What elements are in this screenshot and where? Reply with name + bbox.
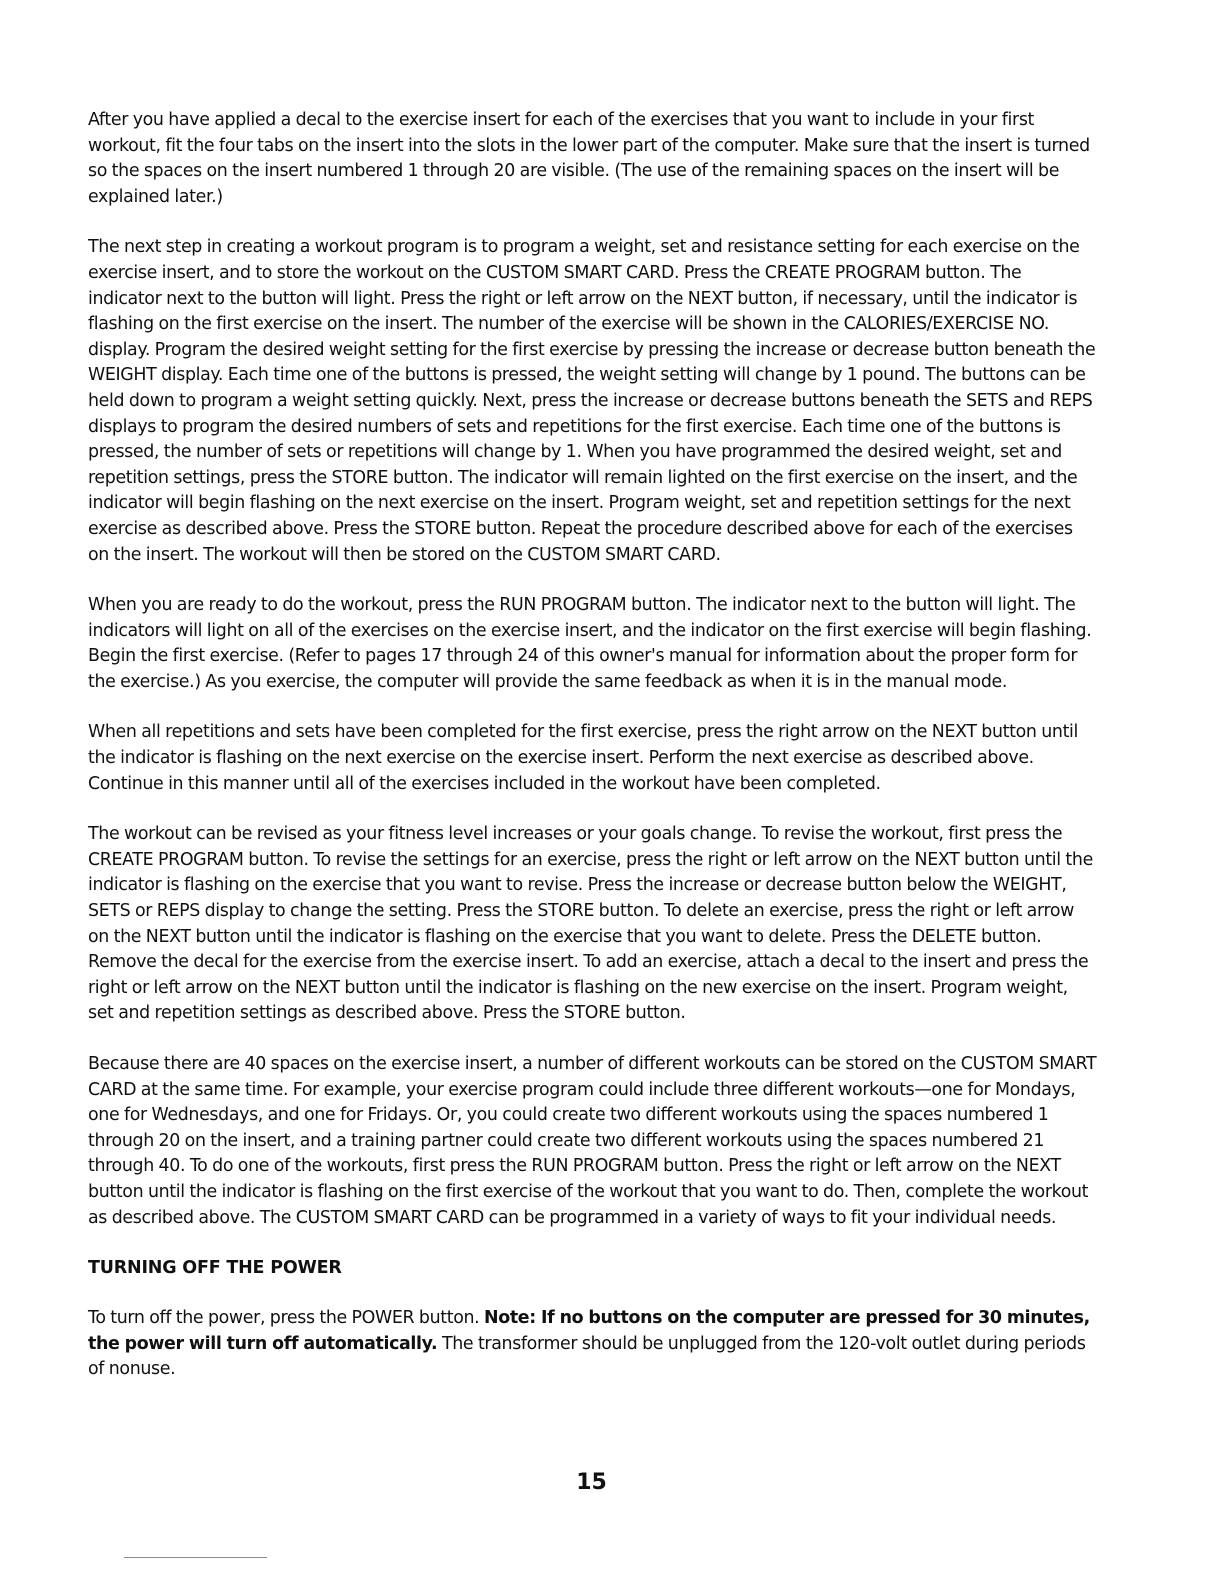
section-heading-turning-off-power: TURNING OFF THE POWER bbox=[88, 1258, 342, 1279]
manual-page bbox=[88, 108, 1098, 1408]
paragraph-revise-workout: The workout can be revised as your fitness level increases or your goals change. To revise the workout, first press the CREATE PROGRAM button. To revise the settings for an exercise, press the right or left arrow on the NEXT button until the indicator is flashing on the exercise that you want to revise. Press the increase or decrease button below the WEIGHT, SETS or REPS display to change the setting. Press the STORE button. To delete an exercise, press the right or left arrow on the NEXT button until the indicator is flashing on the exercise that you want to delete. Press the DELETE button. Remove the decal for the exercise from the exercise insert. To add an exercise, attach a decal to the insert and press the right or left arrow on the NEXT button until the indicator is flashing on the new exercise on the insert. Program weight, set and repetition settings as described above. Press the STORE button. bbox=[88, 824, 1093, 1024]
paragraph-next-exercise: When all repetitions and sets have been completed for the first exercise, press the right arrow on the NEXT button until the indicator is flashing on the next exercise on the exercise insert. Perform the next exercise as described above. Continue in this manner until all of the exercises included in the workout have been completed. bbox=[88, 722, 1079, 794]
scan-underline-mark bbox=[124, 1557, 267, 1558]
page-number: 15 bbox=[576, 1470, 607, 1495]
power-tail-text: The transformer should be unplugged from the 120-volt outlet during periods of nonuse. bbox=[88, 1333, 1086, 1380]
power-note-text: Note: If no buttons on the computer are pressed for 30 minutes, the power will turn off automatically. bbox=[88, 1308, 1090, 1354]
paragraph-turn-off-power bbox=[88, 1306, 1098, 1383]
paragraph-apply-decal: After you have applied a decal to the exercise insert for each of the exercises that you want to include in your first workout, fit the four tabs on the insert into the slots in the lower part of the computer. Make sure that the insert is turned so the spaces on the insert numbered 1 through 20 are visible. (The use of the remaining spaces on the insert will be explained later.) bbox=[88, 110, 1090, 207]
paragraph-multiple-workouts: Because there are 40 spaces on the exercise insert, a number of different workouts can be stored on the CUSTOM SMART CARD at the same time. For example, your exercise program could include three different workouts—one for Mondays, one for Wednesdays, and one for Fridays. Or, you could create two different workouts using the spaces numbered 1 through 20 on the insert, and a training partner could create two different workouts using the spaces numbered 21 through 40. To do one of the workouts, first press the RUN PROGRAM button. Press the right or left arrow on the NEXT button until the indicator is flashing on the first exercise of the workout that you want to do. Then, complete the workout as described above. The CUSTOM SMART CARD can be programmed in a variety of ways to fit your individual needs. bbox=[88, 1054, 1097, 1228]
paragraph-run-program: When you are ready to do the workout, press the RUN PROGRAM button. The indicator next to the button will light. The indicators will light on all of the exercises on the exercise insert, and the indicator on the first exercise will begin flashing. Begin the first exercise. (Refer to pages 17 through 24 of this owner's manual for information about the proper form for the exercise.) As you exercise, the computer will provide the same feedback as when it is in the manual mode. bbox=[88, 595, 1092, 692]
paragraph-create-program: The next step in creating a workout program is to program a weight, set and resistance setting for each exercise on the exercise insert, and to store the workout on the CUSTOM SMART CARD. Press the CREATE PROGRAM button. The indicator next to the button will light. Press the right or left arrow on the NEXT button, if necessary, until the indicator is flashing on the first exercise on the insert. The number of the exercise will be shown in the CALORIES/EXERCISE NO. display. Program the desired weight setting for the first exercise by pressing the increase or decrease button beneath the WEIGHT display. Each time one of the buttons is pressed, the weight setting will change by 1 pound. The buttons can be held down to program a weight setting quickly. Next, press the increase or decrease buttons beneath the SETS and REPS displays to program the desired numbers of sets and repetitions for the first exercise. Each time one of the buttons is pressed, the number of sets or repetitions will change by 1. When you have programmed the desired weight, set and repetition settings, press the STORE button. The indicator will remain lighted on the first exercise on the insert, and the indicator will begin flashing on the next exercise on the insert. Program weight, set and repetition settings for the next exercise as described above. Press the STORE button. Repeat the procedure described above for each of the exercises on the insert. The workout will then be stored on the CUSTOM SMART CARD. bbox=[88, 237, 1096, 565]
power-intro-text: To turn off the power, press the POWER button. bbox=[88, 1308, 485, 1329]
